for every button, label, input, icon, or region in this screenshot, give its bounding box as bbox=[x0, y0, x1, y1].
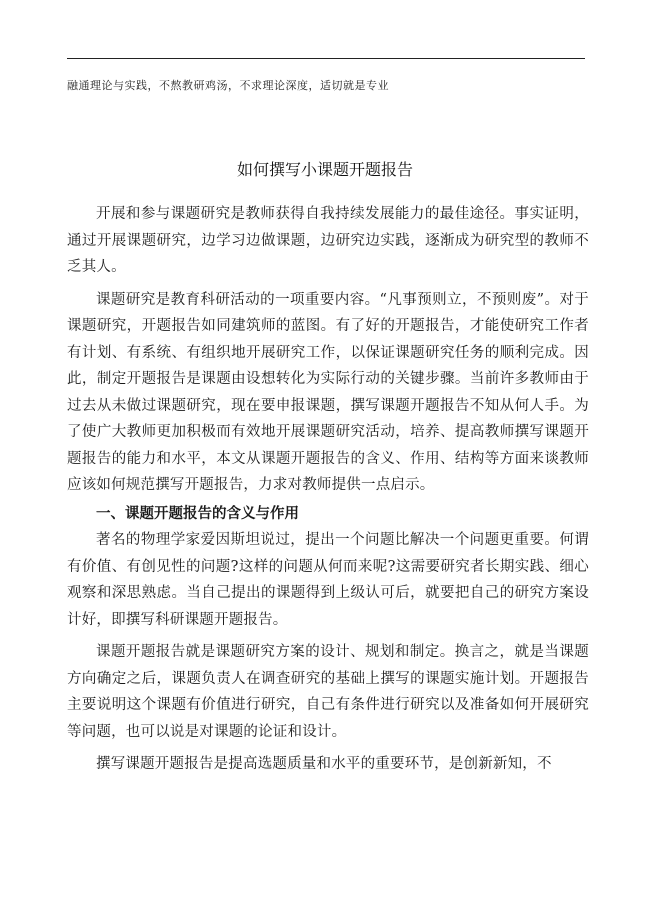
section1-paragraph-2: 课题开题报告就是课题研究方案的设计、规划和制定。换言之，就是当课题方向确定之后，课题负责人在调查研究的基础上撰写的课题实施计划。开题报告主要说明这个课题有价值进行研究，自己有条件进行研究以及准备如何开展研究等问题，也可以说是对课题的论证和设计。 bbox=[67, 644, 589, 740]
section1-paragraph-3: 撰写课题开题报告是提高选题质量和水平的重要环节，是创新新知，不 bbox=[96, 756, 552, 772]
header-divider bbox=[67, 58, 585, 59]
intro-paragraph-1: 开展和参与课题研究是教师获得自我持续发展能力的最佳途径。事实证明，通过开展课题研究，边学习边做课题，边研究边实践，逐渐成为研究型的教师不乏其人。 bbox=[67, 206, 589, 275]
section-heading-1: 一、课题开题报告的含义与作用 bbox=[96, 505, 299, 522]
header-tagline: 融通理论与实践，不熬教研鸡汤，不求理论深度，适切就是专业 bbox=[67, 79, 389, 92]
document-body bbox=[67, 201, 589, 778]
document-title: 如何撰写小课题开题报告 bbox=[236, 160, 413, 179]
section1-paragraph-1: 著名的物理学家爱因斯坦说过，提出一个问题比解决一个问题更重要。何谓有价值、有创见性的问题?这样的问题从何而来呢?这需要研究者长期实践、细心观察和深思熟虑。当自己提出的课题得到上级认可后，就要把自己的研究方案设计好，即撰写科研课题开题报告。 bbox=[67, 532, 589, 628]
intro-paragraph-2: 课题研究是教育科研活动的一项重要内容。“凡事预则立，不预则废”。对于课题研究，开题报告如同建筑师的蓝图。有了好的开题报告，才能使研究工作者有计划、有系统、有组织地开展研究工作，以保证课题研究任务的顺利完成。因此，制定开题报告是课题由设想转化为实际行动的关键步骤。当前许多教师由于过去从未做过课题研究，现在要申报课题，撰写课题开题报告不知从何人手。为了使广大教师更加积极而有效地开展课题研究活动，培养、提高教师撰写课题开题报告的能力和水平，本文从课题开题报告的含义、作用、结构等方面来谈教师应该如何规范撰写开题报告，力求对教师提供一点启示。 bbox=[67, 291, 589, 493]
